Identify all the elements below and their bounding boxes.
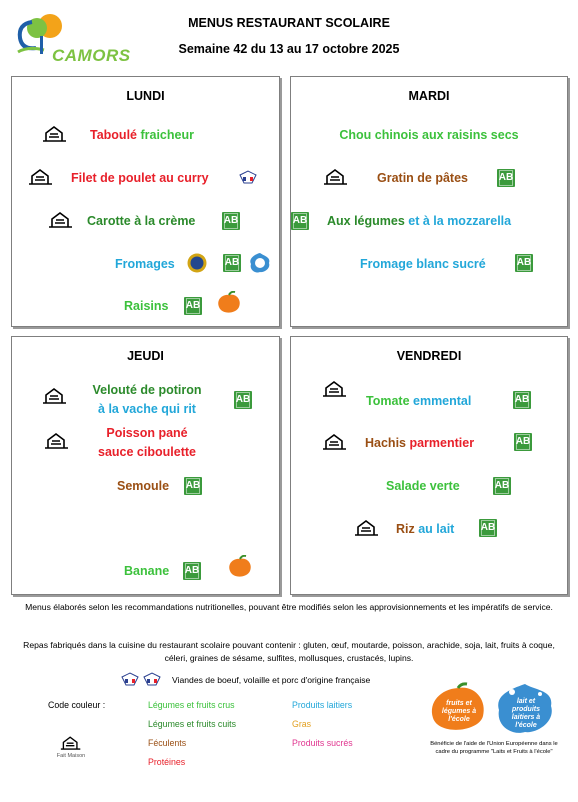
organic-ab-icon: AB bbox=[291, 212, 309, 230]
organic-ab-icon: AB bbox=[497, 169, 515, 187]
legend-raw-veg: Légumes et fruits crus bbox=[148, 700, 235, 710]
french-origin-icon bbox=[238, 169, 258, 185]
house-icon bbox=[42, 388, 68, 406]
organic-ab-icon: AB bbox=[514, 433, 532, 451]
dish-hachis: Hachis parmentier bbox=[365, 436, 475, 450]
dish-gratin: Gratin de pâtes bbox=[377, 171, 468, 185]
legend-cooked-veg: Légumes et fruits cuits bbox=[148, 719, 237, 729]
organic-ab-icon: AB bbox=[183, 562, 201, 580]
legend-dairy: Produits laitiers bbox=[292, 700, 353, 710]
fait-maison-label: Fait Maison bbox=[56, 753, 86, 759]
organic-ab-icon: AB bbox=[493, 477, 511, 495]
organic-ab-icon: AB bbox=[234, 391, 252, 409]
legend-proteins: Protéines bbox=[148, 757, 186, 767]
dish-banane: Banane bbox=[124, 564, 170, 578]
dish-raisins: Raisins bbox=[124, 299, 169, 313]
dish-poisson-line2: sauce ciboulette bbox=[98, 445, 196, 459]
dairy-program-icon bbox=[248, 252, 272, 274]
day-title-friday: VENDREDI bbox=[396, 349, 462, 363]
fruits-program-logo: fruits et légumes à l'école bbox=[427, 682, 489, 736]
house-icon bbox=[44, 433, 70, 451]
panel-monday bbox=[11, 76, 280, 327]
fruit-program-icon bbox=[227, 555, 253, 579]
nutrition-note: Menus élaborés selon les recommandations nutritionelles, pouvant être modifiés selon les approvisionnements et les impératifs de service. bbox=[25, 602, 553, 612]
day-title-monday: LUNDI bbox=[126, 89, 165, 103]
organic-ab-icon: AB bbox=[513, 391, 531, 409]
organic-ab-icon: AB bbox=[223, 254, 241, 272]
dish-veloute-line2: à la vache qui rit bbox=[98, 402, 196, 416]
origin-note: Viandes de boeuf, volaille et porc d'origine française bbox=[172, 675, 371, 685]
aoc-seal-icon bbox=[187, 253, 207, 273]
dish-salade: Salade verte bbox=[386, 479, 460, 493]
dish-semoule: Semoule bbox=[117, 479, 170, 493]
legend-sweet: Produits sucrés bbox=[292, 738, 353, 748]
page-subtitle: Semaine 42 du 13 au 17 octobre 2025 bbox=[178, 42, 400, 56]
dish-fromage-blanc: Fromage blanc sucré bbox=[360, 257, 486, 271]
dish-carotte: Carotte à la crème bbox=[87, 214, 196, 228]
page-title: MENUS RESTAURANT SCOLAIRE bbox=[188, 16, 390, 30]
milk-program-logo: lait et produits laitiers à l'école bbox=[494, 682, 556, 736]
dish-veloute: Velouté de potiron bbox=[92, 383, 202, 397]
house-icon bbox=[28, 169, 54, 187]
eu-aid-note: Bénéficie de l'aide de l'Union Européenne dans le cadre du programme "Laits et Fruits à l'école" bbox=[430, 741, 558, 755]
organic-ab-icon: AB bbox=[479, 519, 497, 537]
house-icon bbox=[322, 381, 348, 399]
house-icon bbox=[322, 434, 348, 452]
dish-taboule: Taboulé fraicheur bbox=[90, 128, 194, 142]
dish-tomate: Tomate emmental bbox=[366, 394, 472, 408]
day-title-thursday: JEUDI bbox=[127, 349, 164, 363]
dish-poulet: Filet de poulet au curry bbox=[71, 171, 209, 185]
house-icon bbox=[323, 169, 349, 187]
organic-ab-icon: AB bbox=[184, 477, 202, 495]
house-icon bbox=[48, 212, 74, 230]
legend-title: Code couleur : bbox=[48, 700, 106, 710]
dish-poisson: Poisson pané bbox=[106, 426, 188, 440]
logo-text: CAMORS bbox=[52, 46, 131, 65]
panel-friday bbox=[290, 336, 568, 595]
fruit-program-icon bbox=[216, 291, 242, 315]
dish-fromages: Fromages bbox=[115, 257, 175, 271]
allergens-note: Repas fabriqués dans la cuisine du restaurant scolaire pouvant contenir : gluten, œuf, moutarde, poisson, arachide, soja, lait, fruits à coque, céleri, graines de sésame, sulfites, mollusques, crustacés, lupins. bbox=[23, 640, 555, 663]
legend-starches: Féculents bbox=[148, 738, 187, 748]
panel-thursday bbox=[11, 336, 280, 595]
house-icon bbox=[60, 736, 82, 752]
legend-fat: Gras bbox=[292, 719, 312, 729]
dish-riz: Riz au lait bbox=[396, 522, 455, 536]
house-icon bbox=[354, 520, 380, 538]
day-title-tuesday: MARDI bbox=[408, 89, 450, 103]
organic-ab-icon: AB bbox=[222, 212, 240, 230]
house-icon bbox=[42, 126, 68, 144]
panel-tuesday bbox=[290, 76, 568, 327]
organic-ab-icon: AB bbox=[184, 297, 202, 315]
dish-chou: Chou chinois aux raisins secs bbox=[339, 128, 519, 142]
organic-ab-icon: AB bbox=[515, 254, 533, 272]
dish-legumes-mozzarella: Aux légumes et à la mozzarella bbox=[327, 214, 512, 228]
french-origin-icon bbox=[120, 671, 162, 687]
